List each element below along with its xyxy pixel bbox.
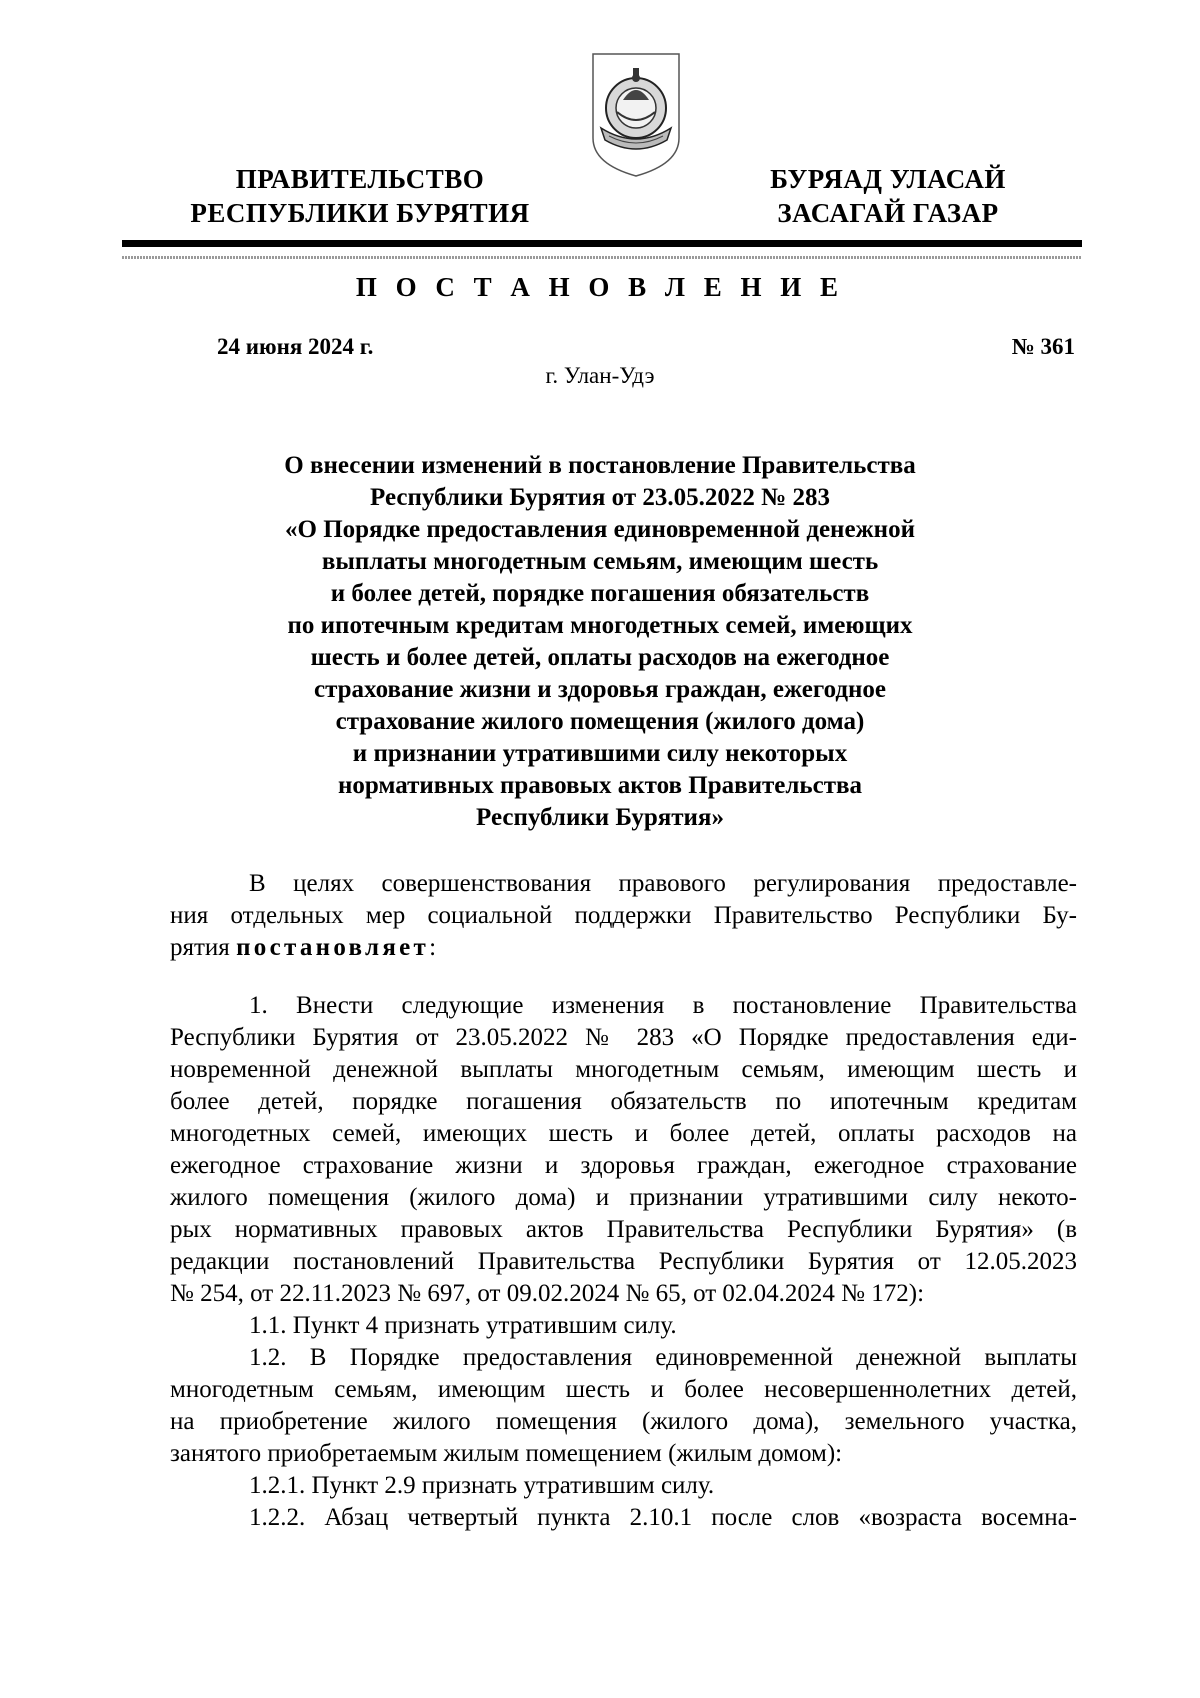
preamble-text: рятия (170, 934, 230, 961)
document-number: № 361 (1011, 334, 1075, 359)
title-line: О внесении изменений в постановление Правительства (284, 452, 916, 479)
preamble-colon: : (429, 934, 437, 961)
body-line: новременной денежной выплаты многодетным семьям, имеющим шесть и (170, 1056, 1077, 1083)
org-name-ru (170, 162, 550, 230)
body-line: рых нормативных правовых актов Правительства Республики Бурятия» (в (170, 1216, 1077, 1243)
document-type: П О С Т А Н О В Л Е Н И Е (355, 272, 845, 302)
document-city: г. Улан-Удэ (545, 363, 655, 388)
title-line: нормативных правовых актов Правительства (337, 772, 863, 799)
title-line: страхование жилого помещения (жилого дома) (335, 708, 865, 735)
document-title (170, 450, 1030, 834)
body-line: редакции постановлений Правительства Республики Бурятия от 12.05.2023 (170, 1248, 1077, 1275)
org-name-bua-line: ЗАСАГАЙ ГАЗАР (777, 198, 999, 228)
document-date: 24 июня 2024 г. (217, 334, 374, 359)
preamble-line: ния отдельных мер социальной поддержки Правительство Республики Бу- (170, 902, 1077, 929)
title-line: и более детей, порядке погашения обязательств (330, 580, 870, 607)
decree-verb: постановляет (236, 934, 430, 961)
body-line: 1.1. Пункт 4 признать утратившим силу. (249, 1312, 677, 1339)
body-paragraphs (170, 990, 1077, 1534)
body-line: 1.2.2. Абзац четвертый пункта 2.10.1 после слов «возраста восемна- (249, 1504, 1077, 1531)
body-line: жилого помещения (жилого дома) и признании утратившими силу некото- (170, 1184, 1077, 1211)
preamble-line: В целях совершенствования правового регулирования предоставле- (249, 870, 1077, 897)
title-line: по ипотечным кредитам многодетных семей, имеющих (287, 612, 913, 639)
title-line: и признании утратившими силу некоторых (352, 740, 848, 767)
body-line: Республики Бурятия от 23.05.2022 № 283 «О Порядке предоставления еди- (170, 1024, 1077, 1051)
title-line: страхование жизни и здоровья граждан, ежегодное (313, 676, 887, 703)
coat-of-arms-icon (587, 50, 685, 178)
body-line: многодетных семей, имеющих шесть и более детей, оплаты расходов на (170, 1120, 1077, 1147)
title-line: Республики Бурятия» (476, 804, 724, 831)
title-line: «О Порядке предоставления единовременной денежной (285, 516, 915, 543)
body-line: ежегодное страхование жизни и здоровья граждан, ежегодное страхование (170, 1152, 1077, 1179)
title-line: шесть и более детей, оплаты расходов на ежегодное (310, 644, 890, 671)
preamble-line (170, 932, 1077, 964)
body-line: 1. Внести следующие изменения в постановление Правительства (249, 992, 1077, 1019)
header-divider-thin (122, 256, 1082, 259)
title-line: Республики Бурятия от 23.05.2022 № 283 (370, 484, 830, 511)
body-line: 1.2. В Порядке предоставления единовременной денежной выплаты (249, 1344, 1077, 1371)
org-name-bua (738, 162, 1038, 230)
org-name-ru-line: ПРАВИТЕЛЬСТВО (235, 164, 485, 194)
body-line: 1.2.1. Пункт 2.9 признать утратившим силу. (249, 1472, 715, 1499)
title-line: выплаты многодетным семьям, имеющим шесть (321, 548, 879, 575)
header-divider-thick (122, 240, 1082, 247)
body-line: на приобретение жилого помещения (жилого дома), земельного участка, (170, 1408, 1077, 1435)
org-name-bua-line: БУРЯАД УЛАСАЙ (770, 164, 1006, 194)
preamble-paragraph (170, 868, 1077, 964)
org-name-ru-line: РЕСПУБЛИКИ БУРЯТИЯ (190, 198, 530, 228)
body-line: многодетным семьям, имеющим шесть и более несовершеннолетних детей, (170, 1376, 1077, 1403)
body-line: более детей, порядке погашения обязательств по ипотечным кредитам (170, 1088, 1077, 1115)
body-line: № 254, от 22.11.2023 № 697, от 09.02.2024 № 65, от 02.04.2024 № 172): (170, 1280, 925, 1307)
body-line: занятого приобретаемым жилым помещением (жилым домом): (170, 1440, 843, 1467)
